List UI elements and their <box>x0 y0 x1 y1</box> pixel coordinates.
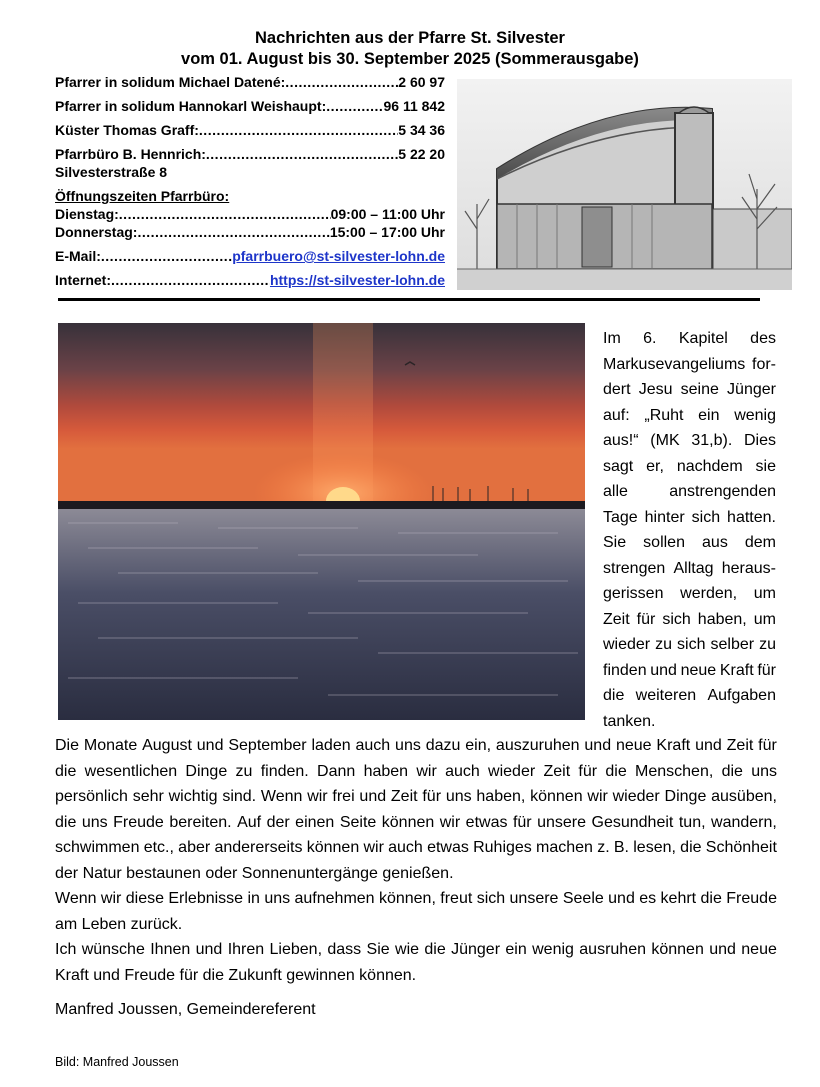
body-text-word: wenig <box>532 941 574 958</box>
body-text-word: andererseits <box>214 839 303 856</box>
body-text-word: lesen, <box>633 839 676 856</box>
contact-row-graff <box>55 121 445 139</box>
body-text-line <box>55 835 777 861</box>
contact-block <box>55 73 445 289</box>
leader-dots <box>111 271 270 289</box>
body-text-word: Zeit <box>543 762 571 780</box>
side-text-word: zu <box>655 636 673 653</box>
body-text-word: für <box>422 788 442 805</box>
side-text-word: für <box>757 661 776 679</box>
side-text-line <box>603 505 776 531</box>
body-text-word: können <box>651 941 704 958</box>
side-text-word: Jesu <box>638 381 673 398</box>
side-text-word: er, <box>646 457 664 475</box>
body-text-word: Menschen, <box>635 762 714 780</box>
body-text-word: Monate <box>83 737 138 754</box>
side-text-word: alle <box>603 483 628 500</box>
leader-dots <box>119 205 331 223</box>
body-text-word: wir <box>307 788 328 805</box>
body-text-word: ausruhen <box>579 941 646 958</box>
side-text-word: des <box>750 330 776 347</box>
side-text-word: Kraft <box>719 661 754 679</box>
contact-row-pfarrbuero <box>55 145 445 163</box>
body-text-word: Seite <box>339 813 377 831</box>
internet-row <box>55 271 445 289</box>
body-text-word: ein <box>505 941 527 958</box>
body-text-word: uns <box>264 890 291 907</box>
body-text-word: dass <box>327 941 362 958</box>
body-text-word: und <box>709 941 736 958</box>
side-text-line <box>603 530 776 556</box>
horizontal-divider <box>58 298 760 301</box>
body-text-word: Zeit <box>390 788 418 805</box>
body-text-word: etwas <box>465 813 508 831</box>
body-text-word: auch <box>355 737 391 754</box>
body-text-word: Freude <box>113 813 164 831</box>
website-link[interactable]: https://st-silvester-lohn.de <box>269 272 445 288</box>
church-sketch-image <box>457 79 792 290</box>
body-text-word: sehr <box>132 788 164 805</box>
side-text-word: tanken. <box>603 712 656 730</box>
sunset-photo <box>58 323 585 720</box>
side-text-word: sich <box>662 610 691 628</box>
body-text-word: wir <box>416 762 437 780</box>
body-text-word: uns <box>445 788 472 805</box>
body-text-word: etc., <box>143 839 174 856</box>
body-text-word: uns <box>395 737 421 754</box>
main-body-text <box>55 733 777 988</box>
side-text-word: dem <box>744 534 776 551</box>
body-text-word: haben <box>363 762 409 780</box>
body-text-word: Die <box>55 737 80 754</box>
contact-label: Pfarrer in solidum Hannokarl Weishaupt: <box>55 98 327 114</box>
side-text-word: Kapitel <box>678 330 728 347</box>
side-text-word: aus <box>702 534 728 551</box>
title-line-1: Nachrichten aus der Pfarre St. Silvester <box>255 29 565 47</box>
side-text-word: finden <box>603 661 647 679</box>
body-text-word: die <box>700 890 722 907</box>
side-text-word: haben, <box>697 610 747 628</box>
body-text-word: in <box>247 890 260 907</box>
side-text-line <box>603 607 776 633</box>
side-text-word: die <box>603 687 625 704</box>
side-text-line <box>603 377 776 403</box>
body-text-word: wir <box>100 890 122 907</box>
body-text-line <box>55 912 777 938</box>
body-text-word: kehrt <box>660 890 697 907</box>
side-text-word: Jünger <box>727 381 776 398</box>
leader-dots <box>101 247 232 265</box>
body-text-word: können <box>306 839 360 856</box>
body-text-word: Ruhiges <box>473 839 532 856</box>
body-text-word: und <box>608 890 635 907</box>
body-text-word: wesentlichen <box>84 762 178 780</box>
side-text-line <box>603 632 776 658</box>
phone-number: 5 22 20 <box>398 146 445 162</box>
body-text-word: Auf <box>237 813 262 831</box>
body-text-word: etwas <box>427 839 469 856</box>
body-text-word: machen <box>536 839 593 856</box>
body-text-word: und <box>196 737 224 754</box>
body-text-word: freut <box>440 890 473 907</box>
body-text-word: schwimmen <box>55 839 140 856</box>
body-text-word: Lieben, <box>269 941 323 958</box>
body-text-word: der <box>266 813 290 831</box>
body-text-word: Schönheit <box>705 839 777 856</box>
side-text-word: gerissen <box>603 585 664 602</box>
side-text-word: Dies <box>743 432 776 449</box>
body-text-word: einen <box>295 813 335 831</box>
body-text-word: auch <box>445 762 480 780</box>
side-text-word: wieder <box>603 636 651 653</box>
body-text-line <box>55 861 777 887</box>
body-text-word: August <box>142 737 192 754</box>
side-text-word: und <box>650 661 677 679</box>
side-text-word: 6. <box>643 330 657 347</box>
side-text-line <box>603 709 776 735</box>
body-text-word: und <box>695 737 722 754</box>
body-text-line <box>55 937 777 963</box>
side-text-line <box>603 658 776 684</box>
side-text-line <box>603 683 776 709</box>
body-text-word: tun, <box>678 813 706 831</box>
body-text-word: auch <box>388 839 423 856</box>
side-text-word: hatten. <box>727 508 776 526</box>
body-text-word: Freude <box>726 890 777 907</box>
body-text-word: Jünger <box>451 941 501 958</box>
body-text-word: auszuruhen <box>495 737 580 754</box>
side-text-word: for- <box>752 355 776 373</box>
side-text-line <box>603 403 776 429</box>
body-text-word: wir <box>587 788 608 805</box>
body-text-word: wieder <box>612 788 660 805</box>
side-text-line <box>603 581 776 607</box>
side-text-word: 31,b). <box>691 432 733 449</box>
body-text-word: bereiten. <box>169 813 232 831</box>
side-text-word: anstrengenden <box>669 483 776 500</box>
internet-label: Internet: <box>55 272 111 288</box>
side-text-word: Tage <box>603 508 638 526</box>
title-line-2: vom 01. August bis 30. September 2025 (Sommerausgabe) <box>181 50 639 68</box>
side-text-word: sich <box>677 636 706 653</box>
body-text-word: wir <box>439 813 461 831</box>
body-text-word: haben, <box>476 788 526 805</box>
body-text-word: neue <box>741 941 777 958</box>
contact-row-weishaupt <box>55 97 445 115</box>
contact-row-datene <box>55 73 445 91</box>
email-row <box>55 247 445 265</box>
side-text-line <box>603 326 776 352</box>
side-text-word: strengen <box>603 559 666 577</box>
side-text-word: Zeit <box>603 610 630 628</box>
body-text-word: aufnehmen <box>294 890 375 907</box>
body-text-word: Seele <box>562 890 604 907</box>
body-text-word: Dinge <box>185 762 228 780</box>
body-text-word: die <box>55 813 77 831</box>
side-text-word: aus!“ <box>603 432 639 449</box>
side-text-word: heraus- <box>721 559 776 577</box>
side-text-word: Aufgaben <box>707 687 776 704</box>
leader-dots <box>326 97 383 115</box>
body-text-word: September <box>228 737 307 754</box>
body-text-word: neue <box>615 737 652 754</box>
leader-dots <box>199 121 398 139</box>
body-text-word: ausüben, <box>711 788 777 805</box>
contact-label: Küster Thomas Graff: <box>55 122 199 138</box>
body-text-word: wünsche <box>81 941 145 958</box>
body-text-word: persönlich <box>55 788 128 805</box>
side-text-word: dert <box>603 381 631 398</box>
body-text-word: die <box>680 839 702 856</box>
body-text-word: für <box>512 813 532 831</box>
body-text-word: Sie <box>366 941 390 958</box>
body-text-word: für <box>758 737 777 754</box>
side-text-line <box>603 352 776 378</box>
side-text-word: sich <box>691 508 721 526</box>
body-text-word: wie <box>395 941 420 958</box>
side-text-word: neue <box>680 661 717 679</box>
body-text-word: aber <box>178 839 211 856</box>
side-text-word: zu <box>759 636 776 653</box>
body-text-word: frei <box>332 788 355 805</box>
side-text-word: hinter <box>644 508 685 526</box>
leader-dots <box>285 73 398 91</box>
side-text-word: wenig <box>734 406 776 424</box>
body-text-line <box>55 963 777 989</box>
contact-label: Pfarrbüro B. Hennrich: <box>55 146 206 162</box>
contact-label: Pfarrer in solidum Michael Datené: <box>55 74 286 90</box>
side-text-word: seine <box>680 381 719 398</box>
body-text-word: unsere <box>509 890 559 907</box>
hours-row-thursday <box>55 223 445 241</box>
side-text-word: Im <box>603 330 621 347</box>
body-text-word: Dinge <box>664 788 707 805</box>
hours-row-tuesday <box>55 205 445 223</box>
email-label: E-Mail: <box>55 248 101 264</box>
body-text-word: und <box>359 788 387 805</box>
hours-day: Dienstag: <box>55 206 119 222</box>
body-text-word: diese <box>125 890 164 907</box>
phone-number: 2 60 97 <box>398 74 445 90</box>
side-text-word: Sie <box>603 534 627 551</box>
body-text-word: Ihren <box>227 941 265 958</box>
body-text-line <box>55 886 777 912</box>
side-text-word: weiteren <box>635 687 697 704</box>
address: Silvesterstraße 8 <box>55 164 168 180</box>
body-text-word: dazu <box>425 737 461 754</box>
signature: Manfred Joussen, Gemeindereferent <box>55 1001 316 1018</box>
side-text-word: nachdem <box>676 457 743 475</box>
body-text-word: Kraft <box>656 737 691 754</box>
body-text-word: zu <box>235 762 253 780</box>
side-text-word: um <box>753 585 776 602</box>
body-text-word: Wenn <box>55 890 97 907</box>
body-text-word: es <box>639 890 657 907</box>
phone-number: 5 34 36 <box>398 122 445 138</box>
side-text-line <box>603 479 776 505</box>
body-text-word: ein, <box>465 737 492 754</box>
side-text-word: werden, <box>680 585 738 602</box>
body-text-word: die <box>721 762 743 780</box>
side-text-word: selber <box>710 636 755 653</box>
side-text-word: sie <box>755 457 776 475</box>
body-text-word: sind. <box>222 788 257 805</box>
side-text-word: ein <box>698 406 720 424</box>
side-text-word: sollen <box>643 534 685 551</box>
phone-number: 96 11 842 <box>383 98 445 114</box>
body-text-word: die <box>55 762 77 780</box>
body-text-word: können <box>381 813 435 831</box>
body-text-line <box>55 759 777 785</box>
body-text-word: wichtig <box>168 788 218 805</box>
body-text-word: finden. <box>260 762 309 780</box>
leader-dots <box>137 223 329 241</box>
body-text-word: Erlebnisse <box>168 890 244 907</box>
side-text-word: (MK <box>650 432 680 449</box>
side-text-line <box>603 428 776 454</box>
side-text-word: für <box>636 610 656 628</box>
body-text-word: wieder <box>488 762 536 780</box>
side-text-word: „Ruht <box>644 406 684 424</box>
body-text-word: Dann <box>317 762 356 780</box>
body-text-line <box>55 784 777 810</box>
side-text-word: Alltag <box>673 559 714 577</box>
body-text-word: für <box>578 762 598 780</box>
body-text-word: wandern, <box>711 813 777 831</box>
body-text-word: die <box>424 941 446 958</box>
body-text-word: die <box>605 762 627 780</box>
body-text-word: Zeit <box>726 737 754 754</box>
body-text: am Leben zurück. <box>55 915 183 933</box>
side-text-line <box>603 556 776 582</box>
body-text-word: Ihnen <box>150 941 191 958</box>
body-text-word: und <box>195 941 223 958</box>
side-text-word: um <box>753 610 776 628</box>
body-text-word: wir <box>363 839 384 856</box>
body-text-word: unsere <box>537 813 587 831</box>
body-text-word: sich <box>476 890 506 907</box>
hours-heading: Öffnungszeiten Pfarrbüro: <box>55 188 230 204</box>
hours-time: 15:00 – 17:00 Uhr <box>329 224 445 240</box>
body-text-word: Wenn <box>260 788 303 805</box>
body-text-line <box>55 733 777 759</box>
side-text-word: Markusevangeliums <box>603 355 746 373</box>
body-text-word: laden <box>311 737 351 754</box>
hours-day: Donnerstag: <box>55 224 138 240</box>
side-text-word: sagt <box>603 457 634 475</box>
body-text-word: Gesundheit <box>591 813 674 831</box>
body-text-word: z. <box>597 839 610 856</box>
leader-dots <box>206 145 398 163</box>
body-text-word: und <box>584 737 612 754</box>
body-text-word: können, <box>378 890 436 907</box>
hours-time: 09:00 – 11:00 Uhr <box>330 206 445 222</box>
body-text-line <box>55 810 777 836</box>
body-text: Kraft und Freude für die Zukunft gewinnen können. <box>55 966 417 984</box>
body-text-word: uns <box>81 813 108 831</box>
body-text: der Natur bestaunen oder Sonnenuntergänge genießen. <box>55 864 454 882</box>
side-text-line <box>603 454 776 480</box>
body-text-word: können <box>530 788 583 805</box>
body-text-word: Ich <box>55 941 77 958</box>
image-credit: Bild: Manfred Joussen <box>55 1055 179 1069</box>
side-text-word: auf: <box>603 406 630 424</box>
body-text-word: uns <box>751 762 777 780</box>
email-link[interactable]: pfarrbuero@st-silvester-lohn.de <box>232 248 445 264</box>
body-text-word: B. <box>613 839 629 856</box>
side-column-text <box>603 326 776 734</box>
